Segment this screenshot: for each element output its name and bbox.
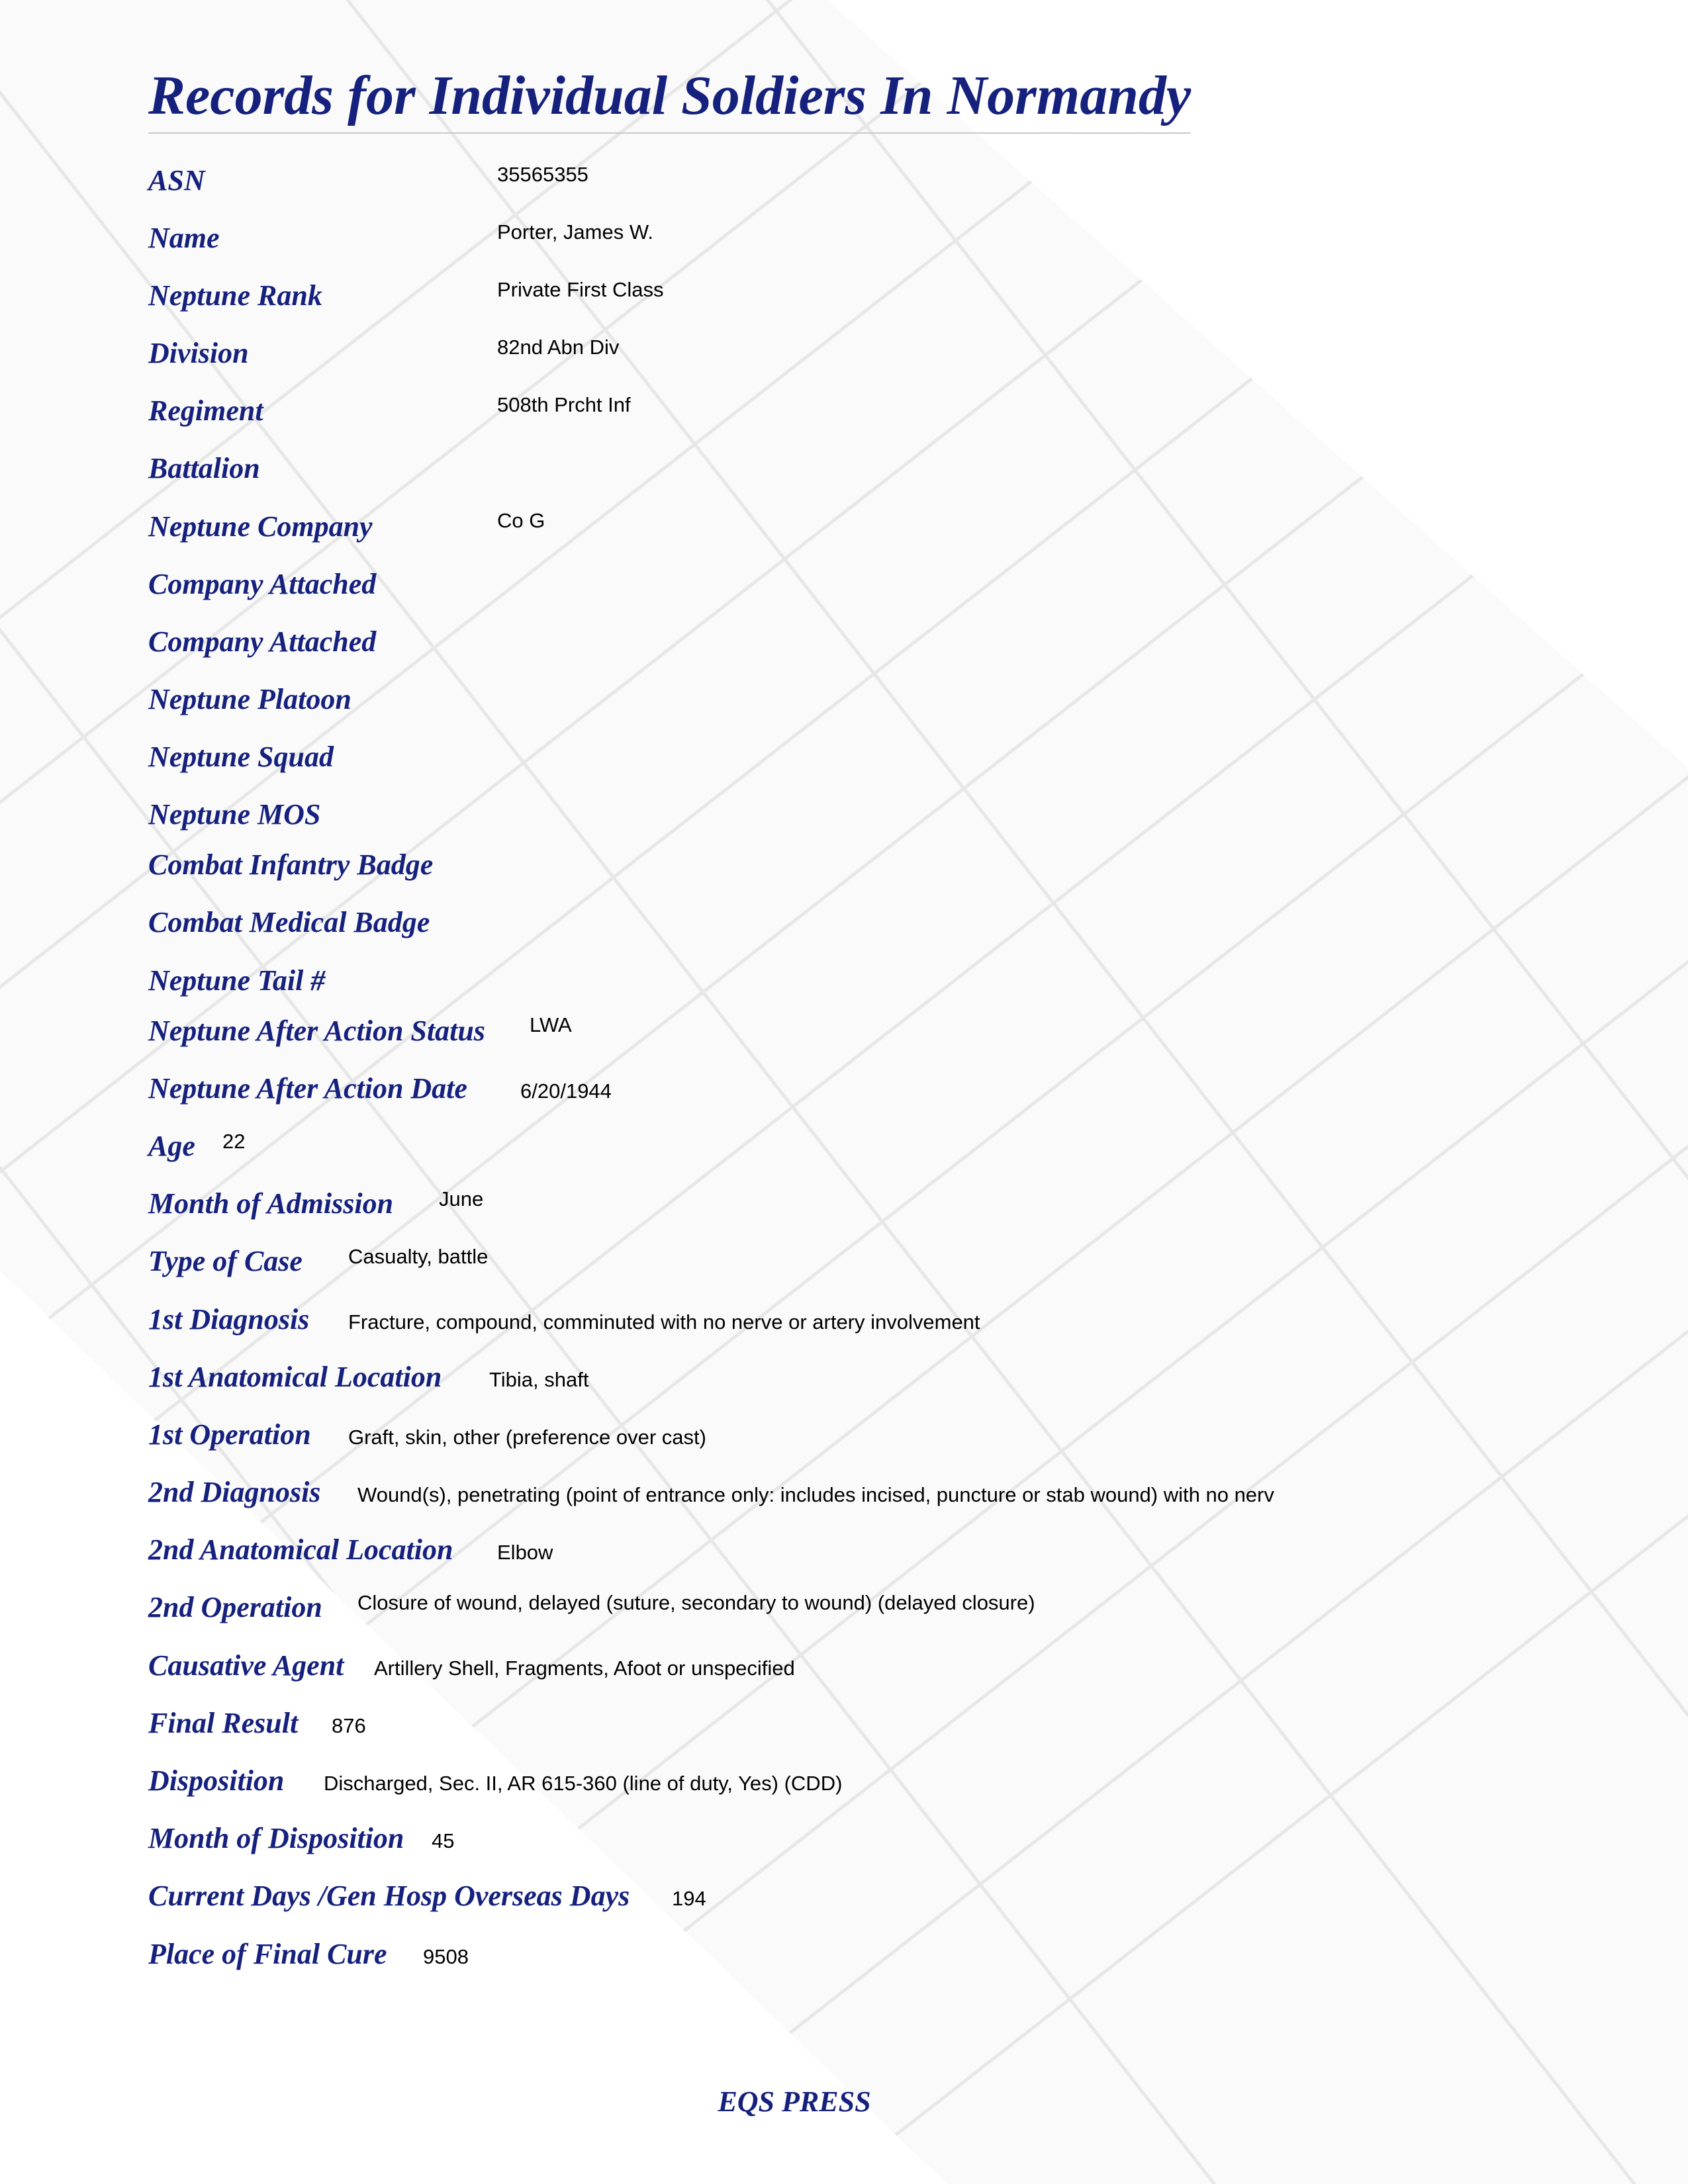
division-label: Division: [148, 337, 249, 369]
after-action-date-label: Neptune After Action Date: [148, 1072, 467, 1105]
neptune-rank-value: Private First Class: [497, 278, 664, 301]
publisher-footer: EQS PRESS: [718, 2085, 871, 2118]
neptune-company-value: Co G: [497, 509, 545, 532]
operation-2-value: Closure of wound, delayed (suture, secondary to wound) (delayed closure): [357, 1591, 1035, 1614]
after-action-status-value: LWA: [530, 1013, 572, 1036]
combat-medical-badge-label: Combat Medical Badge: [148, 906, 430, 938]
title-divider: [148, 132, 1191, 134]
page-title: Records for Individual Soldiers In Normandy: [148, 65, 1192, 126]
final-result-value: 876: [332, 1714, 366, 1737]
operation-2-label: 2nd Operation: [148, 1591, 322, 1623]
company-attached-label: Company Attached: [148, 568, 377, 600]
causative-agent-label: Causative Agent: [148, 1649, 344, 1682]
diagnosis-1-label: 1st Diagnosis: [148, 1303, 310, 1336]
regiment-label: Regiment: [148, 394, 263, 427]
current-days-label: Current Days /Gen Hosp Overseas Days: [148, 1880, 630, 1912]
neptune-tail-label: Neptune Tail #: [148, 964, 326, 997]
battalion-label: Battalion: [148, 452, 260, 484]
anatomical-location-2-label: 2nd Anatomical Location: [148, 1533, 453, 1566]
place-of-final-cure-label: Place of Final Cure: [148, 1938, 387, 1970]
type-of-case-label: Type of Case: [148, 1245, 303, 1277]
neptune-company-label: Neptune Company: [148, 510, 373, 543]
neptune-mos-label: Neptune MOS: [148, 798, 321, 831]
type-of-case-value: Casualty, battle: [348, 1245, 489, 1268]
month-of-admission-value: June: [439, 1187, 484, 1210]
diagnosis-1-value: Fracture, compound, comminuted with no nerve or artery involvement: [348, 1310, 980, 1334]
neptune-squad-label: Neptune Squad: [148, 741, 334, 773]
anatomical-location-1-label: 1st Anatomical Location: [148, 1361, 442, 1393]
month-of-disposition-label: Month of Disposition: [148, 1822, 404, 1854]
age-value: 22: [222, 1130, 246, 1153]
operation-1-label: 1st Operation: [148, 1418, 311, 1451]
current-days-value: 194: [672, 1887, 706, 1910]
name-label: Name: [148, 222, 220, 254]
diagnosis-2-label: 2nd Diagnosis: [148, 1476, 321, 1508]
final-result-label: Final Result: [148, 1707, 299, 1739]
after-action-status-label: Neptune After Action Status: [148, 1015, 485, 1047]
diagnosis-2-value: Wound(s), penetrating (point of entrance only: includes incised, puncture or stab wound) with no nerv: [357, 1483, 1274, 1506]
disposition-label: Disposition: [148, 1764, 285, 1797]
company-attached-label: Company Attached: [148, 625, 377, 658]
month-of-disposition-value: 45: [432, 1829, 455, 1852]
asn-value: 35565355: [497, 163, 588, 186]
name-value: Porter, James W.: [497, 220, 654, 244]
disposition-value: Discharged, Sec. II, AR 615-360 (line of duty, Yes) (CDD): [324, 1772, 843, 1795]
causative-agent-value: Artillery Shell, Fragments, Afoot or unspecified: [374, 1657, 795, 1680]
month-of-admission-label: Month of Admission: [148, 1187, 394, 1220]
age-label: Age: [148, 1130, 195, 1162]
neptune-platoon-label: Neptune Platoon: [148, 683, 352, 715]
division-value: 82nd Abn Div: [497, 336, 620, 359]
operation-1-value: Graft, skin, other (preference over cast): [348, 1426, 706, 1449]
anatomical-location-1-value: Tibia, shaft: [489, 1368, 589, 1391]
combat-infantry-badge-label: Combat Infantry Badge: [148, 848, 434, 881]
neptune-rank-label: Neptune Rank: [148, 279, 322, 312]
regiment-value: 508th Prcht Inf: [497, 393, 631, 416]
anatomical-location-2-value: Elbow: [497, 1541, 553, 1564]
asn-label: ASN: [148, 164, 205, 197]
after-action-date-value: 6/20/1944: [520, 1079, 612, 1103]
place-of-final-cure-value: 9508: [423, 1945, 469, 1968]
